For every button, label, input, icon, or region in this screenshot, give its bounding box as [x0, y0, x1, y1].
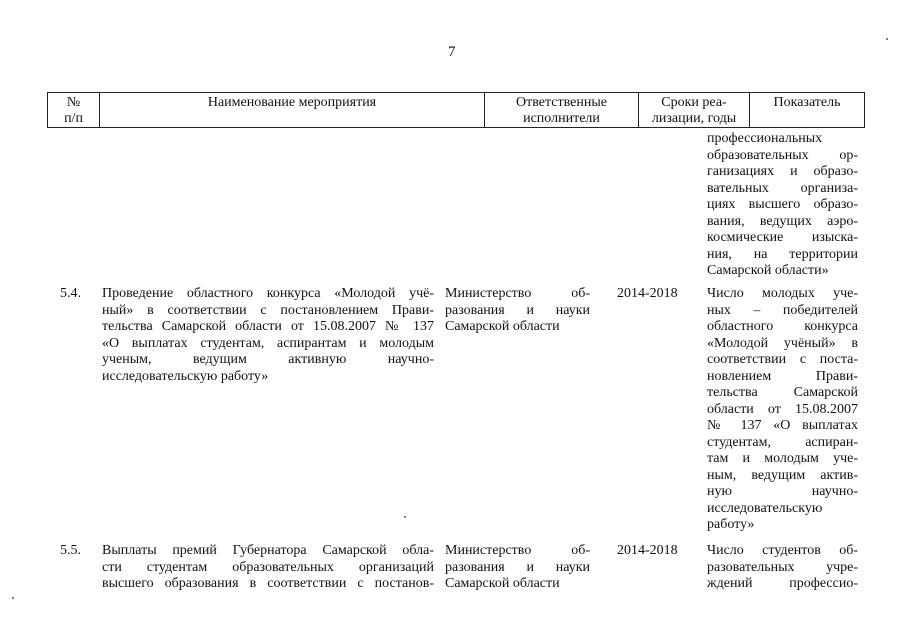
text-line: области от 15.08.2007	[707, 401, 858, 417]
text-line: сти студентам образовательных организаций	[102, 559, 434, 575]
text-line: Самарской области	[445, 319, 560, 334]
row-period: 2014-2018	[617, 543, 678, 558]
text-line: космические изыска-	[707, 230, 858, 245]
continued-indicator	[707, 131, 858, 280]
table-header	[47, 92, 865, 128]
text-line: Самарской области	[445, 576, 560, 591]
text-line: ную научно-	[707, 484, 858, 499]
text-line: Проведение областного конкурса «Молодой учё-	[102, 286, 434, 301]
row-indicator	[707, 543, 858, 593]
header-num-line: п/п	[64, 111, 83, 126]
text-line: тельства Самарской	[707, 385, 858, 400]
text-line: ния, на территории	[707, 246, 858, 262]
text-line: разования и науки	[445, 559, 590, 575]
page-number: 7	[448, 44, 456, 60]
text-line: разовательных учре-	[707, 559, 858, 575]
text-line: студентам, аспиран-	[707, 434, 858, 450]
text-line: Министерство об-	[445, 543, 590, 558]
text-line: ный» в соответствии с постановлением Прави-	[102, 302, 434, 318]
text-line: Самарской области»	[707, 263, 829, 278]
header-name	[100, 93, 485, 127]
text-line: «О выплатах студентам, аспирантам и молодым	[102, 335, 434, 351]
text-line: ных – победителей	[707, 302, 858, 318]
text-line: вательных организа-	[707, 180, 858, 196]
text-line: областного конкурса	[707, 319, 858, 334]
text-line: разования и науки	[445, 302, 590, 318]
text-line: ученым, ведущим активную научно-	[102, 352, 434, 367]
row-number: 5.4.	[60, 286, 81, 301]
header-indicator-line: Показатель	[773, 95, 841, 110]
header-executors-line: Ответственные	[516, 95, 607, 110]
text-line: тельства Самарской области от 15.08.2007 № 137	[102, 319, 434, 334]
text-line: Министерство об-	[445, 286, 590, 301]
text-line: Число студентов об-	[707, 543, 858, 558]
row-indicator	[707, 286, 858, 534]
header-num	[48, 93, 100, 127]
text-line: циях высшего образо-	[707, 197, 858, 212]
row-number: 5.5.	[60, 543, 81, 558]
text-line: соответствии с поста-	[707, 352, 858, 367]
scan-speck	[12, 597, 14, 599]
text-line: № 137 «О выплатах	[707, 418, 858, 433]
text-line: исследовательскую работу»	[102, 368, 269, 384]
text-line: профессиональных	[707, 131, 823, 146]
header-executors	[485, 93, 639, 127]
header-period-line: лизации, годы	[651, 111, 737, 126]
header-period-line: Сроки реа-	[661, 95, 727, 110]
text-line: исследовательскую	[707, 500, 823, 516]
text-line: вания, ведущих аэро-	[707, 213, 858, 229]
row-name	[102, 286, 434, 385]
text-line: «Молодой учёный» в	[707, 335, 858, 351]
scan-speck	[404, 516, 406, 518]
text-line: высшего образования в соответствии с постанов-	[102, 576, 434, 591]
text-line: ждений профессио-	[707, 576, 858, 591]
scan-speck	[886, 38, 888, 40]
header-num-line: №	[66, 95, 81, 110]
text-line: Число молодых уче-	[707, 286, 858, 301]
header-period	[639, 93, 750, 127]
text-line: ным, ведущим актив-	[707, 467, 858, 483]
header-name-line: Наименование мероприятия	[207, 95, 377, 110]
text-line: Выплаты премий Губернатора Самарской обла-	[102, 543, 434, 558]
text-line: новлением Прави-	[707, 368, 858, 384]
header-executors-line: исполнители	[523, 111, 600, 126]
text-line: ганизациях и образо-	[707, 164, 858, 179]
text-line: образовательных ор-	[707, 147, 858, 163]
row-executors	[445, 543, 590, 593]
text-line: работу»	[707, 517, 755, 532]
text-line: там и молодым уче-	[707, 451, 858, 466]
row-executors	[445, 286, 590, 336]
header-indicator	[750, 93, 864, 127]
row-period: 2014-2018	[617, 286, 678, 301]
row-name	[102, 543, 434, 593]
